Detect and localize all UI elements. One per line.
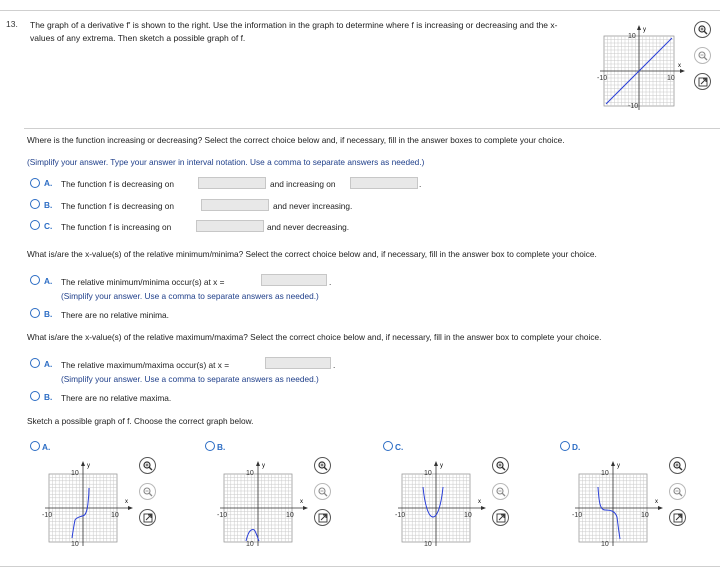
part2-option-a-end: . xyxy=(329,277,332,287)
y-max-label: 10 xyxy=(601,470,609,477)
y-axis-label: y xyxy=(643,27,646,33)
graph-choice-a-letter: A. xyxy=(42,442,51,452)
part1-option-b-letter: B. xyxy=(44,200,53,210)
part2-prompt: What is/are the x-value(s) of the relative minimum/minima? Select the correct choice below and, if necessary, fill in the answer box to complete your choice. xyxy=(27,249,597,259)
zoom-out-icon xyxy=(673,487,683,497)
graph-choice-a xyxy=(42,447,147,547)
x-axis-label: x xyxy=(655,499,658,505)
y-max-label: 10 xyxy=(71,470,79,477)
part1-option-c-text: The function f is increasing on xyxy=(61,222,172,232)
graph-choice-c xyxy=(395,447,500,547)
part1-option-b-end: and never increasing. xyxy=(273,201,353,211)
y-min-label: -10 xyxy=(628,103,639,110)
section-divider xyxy=(24,128,720,129)
graph-choice-a-zoom-out-button[interactable] xyxy=(139,483,156,500)
graph-choice-b-expand-button[interactable] xyxy=(314,509,331,526)
zoom-in-icon xyxy=(673,461,683,471)
expand-button[interactable] xyxy=(694,73,711,90)
x-axis-arrow xyxy=(303,506,308,510)
x-axis-arrow xyxy=(481,506,486,510)
part1-option-b-radio[interactable] xyxy=(30,199,40,209)
y-min-label: 10 xyxy=(601,541,609,547)
decreasing-only-input[interactable] xyxy=(201,199,269,211)
zoom-in-icon xyxy=(496,461,506,471)
part3-option-b-text: There are no relative maxima. xyxy=(61,393,172,403)
x-max-label: 10 xyxy=(286,512,294,519)
zoom-out-button[interactable] xyxy=(694,47,711,64)
graph-choice-d-expand-button[interactable] xyxy=(669,509,686,526)
graph-choice-b-radio[interactable] xyxy=(205,441,215,451)
part2-option-b-radio[interactable] xyxy=(30,308,40,318)
graph-choice-a-expand-button[interactable] xyxy=(139,509,156,526)
expand-icon xyxy=(673,513,683,523)
relative-maximum-input[interactable] xyxy=(265,357,331,369)
part3-option-b-letter: B. xyxy=(44,392,53,402)
x-max-label: 10 xyxy=(667,75,675,82)
part3-option-a-end: . xyxy=(333,360,336,370)
part1-hint: (Simplify your answer. Type your answer in interval notation. Use a comma to separate answers as needed.) xyxy=(27,157,425,167)
graph-choice-d xyxy=(572,447,677,547)
x-min-label: -10 xyxy=(572,512,583,519)
graph-choice-b-letter: B. xyxy=(217,442,226,452)
relative-minimum-input[interactable] xyxy=(261,274,327,286)
x-min-label: -10 xyxy=(42,512,53,519)
graph-choice-c-radio[interactable] xyxy=(383,441,393,451)
x-min-label: -10 xyxy=(217,512,228,519)
graph-choice-a-zoom-in-button[interactable] xyxy=(139,457,156,474)
part3-option-a-radio[interactable] xyxy=(30,358,40,368)
part1-option-a-middle: and increasing on xyxy=(270,179,336,189)
bottom-divider xyxy=(0,566,720,567)
top-divider xyxy=(0,10,720,11)
part1-option-a-text: The function f is decreasing on xyxy=(61,179,174,189)
x-axis-label: x xyxy=(478,499,481,505)
graph-choice-b xyxy=(217,447,322,547)
y-axis-arrow xyxy=(81,461,85,466)
x-min-label: -10 xyxy=(597,75,608,82)
graph-choice-d-zoom-in-button[interactable] xyxy=(669,457,686,474)
question-number: 13. xyxy=(6,19,18,29)
graph-choice-c-zoom-out-button[interactable] xyxy=(492,483,509,500)
decreasing-interval-input[interactable] xyxy=(198,177,266,189)
y-min-label: 10 xyxy=(71,541,79,547)
part3-option-a-letter: A. xyxy=(44,359,53,369)
zoom-in-icon xyxy=(698,25,708,35)
part1-option-c-letter: C. xyxy=(44,221,53,231)
part2-option-b-letter: B. xyxy=(44,309,53,319)
y-axis-label: y xyxy=(87,463,90,469)
x-axis-label: x xyxy=(678,63,681,69)
part4-prompt: Sketch a possible graph of f. Choose the correct graph below. xyxy=(27,416,254,426)
graph-choice-a-radio[interactable] xyxy=(30,441,40,451)
x-min-label: -10 xyxy=(395,512,406,519)
graph-choice-b-zoom-in-button[interactable] xyxy=(314,457,331,474)
part1-option-a-letter: A. xyxy=(44,178,53,188)
expand-icon xyxy=(496,513,506,523)
x-axis-arrow xyxy=(658,506,663,510)
increasing-interval-input[interactable] xyxy=(350,177,418,189)
y-max-label: 10 xyxy=(628,33,636,40)
part3-option-b-radio[interactable] xyxy=(30,391,40,401)
expand-icon xyxy=(318,513,328,523)
y-min-label: 10 xyxy=(246,541,254,547)
part1-option-c-end: and never decreasing. xyxy=(267,222,350,232)
part1-option-a-radio[interactable] xyxy=(30,178,40,188)
graph-choice-c-zoom-in-button[interactable] xyxy=(492,457,509,474)
y-max-label: 10 xyxy=(246,470,254,477)
zoom-out-icon xyxy=(496,487,506,497)
y-axis-label: y xyxy=(262,463,265,469)
increasing-only-input[interactable] xyxy=(196,220,264,232)
graph-choice-c-expand-button[interactable] xyxy=(492,509,509,526)
x-axis-label: x xyxy=(125,499,128,505)
zoom-out-icon xyxy=(698,51,708,61)
x-axis-label: x xyxy=(300,499,303,505)
part1-prompt: Where is the function increasing or decreasing? Select the correct choice below and, if necessary, fill in the answer boxes to complete your choice. xyxy=(27,135,565,145)
graph-choice-c-letter: C. xyxy=(395,442,404,452)
part2-option-b-text: There are no relative minima. xyxy=(61,310,169,320)
part1-option-c-radio[interactable] xyxy=(30,220,40,230)
part2-hint: (Simplify your answer. Use a comma to separate answers as needed.) xyxy=(61,291,319,301)
part2-option-a-letter: A. xyxy=(44,276,53,286)
graph-choice-b-zoom-out-button[interactable] xyxy=(314,483,331,500)
part2-option-a-radio[interactable] xyxy=(30,275,40,285)
part1-option-b-text: The function f is decreasing on xyxy=(61,201,174,211)
part3-prompt: What is/are the x-value(s) of the relative maximum/maxima? Select the correct choice below and, if necessary, fill in the answer box to complete your choice. xyxy=(27,332,602,342)
x-axis-arrow xyxy=(128,506,133,510)
y-axis-arrow xyxy=(611,461,615,466)
graph-choice-d-zoom-out-button[interactable] xyxy=(669,483,686,500)
y-axis-label: y xyxy=(440,463,443,469)
y-axis-label: y xyxy=(617,463,620,469)
x-max-label: 10 xyxy=(464,512,472,519)
zoom-in-icon xyxy=(143,461,153,471)
part2-option-a-text: The relative minimum/minima occur(s) at x = xyxy=(61,277,225,287)
y-axis-arrow xyxy=(256,461,260,466)
zoom-out-icon xyxy=(143,487,153,497)
x-max-label: 10 xyxy=(641,512,649,519)
expand-icon xyxy=(698,77,708,87)
y-axis-arrow xyxy=(434,461,438,466)
part1-option-a-end: . xyxy=(419,179,422,189)
y-max-label: 10 xyxy=(424,470,432,477)
zoom-in-button[interactable] xyxy=(694,21,711,38)
zoom-out-icon xyxy=(318,487,328,497)
part3-option-a-text: The relative maximum/maxima occur(s) at x = xyxy=(61,360,230,370)
expand-icon xyxy=(143,513,153,523)
derivative-graph xyxy=(596,22,690,112)
question-text: The graph of a derivative f′ is shown to the right. Use the information in the graph to determine where f is increasing or decreasing and the x-values of any extrema. Then sketch a possible graph of f. xyxy=(30,20,558,43)
graph-choice-d-radio[interactable] xyxy=(560,441,570,451)
x-max-label: 10 xyxy=(111,512,119,519)
y-min-label: 10 xyxy=(424,541,432,547)
part3-hint: (Simplify your answer. Use a comma to separate answers as needed.) xyxy=(61,374,319,384)
graph-choice-d-letter: D. xyxy=(572,442,581,452)
zoom-in-icon xyxy=(318,461,328,471)
